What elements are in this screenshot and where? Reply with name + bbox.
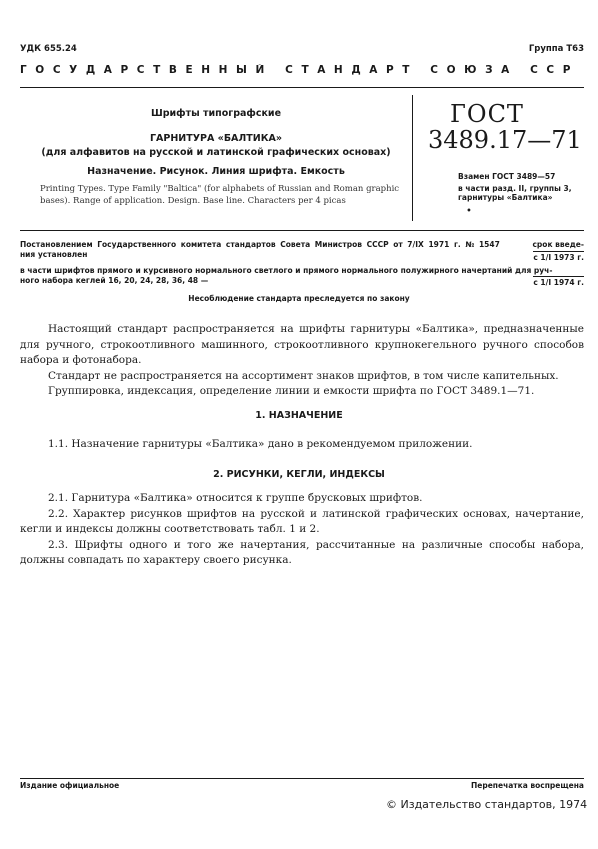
title-divider bbox=[412, 95, 413, 221]
doc-subject: Шрифты типографские bbox=[150, 108, 282, 119]
gost-number: 3489.17—71 bbox=[428, 126, 582, 154]
udk-code: УДК 655.24 bbox=[20, 44, 77, 54]
doc-title-aspects: Назначение. Рисунок. Линия шрифта. Емкость bbox=[87, 166, 345, 177]
english-title-line1: Printing Types. Type Family "Baltica" (for alphabets of Russian and Roman graphic bbox=[40, 184, 400, 194]
gost-label: ГОСТ bbox=[450, 100, 524, 128]
english-title-line2: bases). Range of application. Design. Base line. Characters per 4 picas bbox=[40, 196, 346, 206]
group-code: Группа Т63 bbox=[528, 44, 584, 54]
section-1-title: 1. НАЗНАЧЕНИЕ bbox=[255, 410, 343, 421]
decree-line-4: ного набора кеглей 16, 20, 24, 28, 36, 48 — bbox=[20, 276, 209, 285]
doc-title: ГАРНИТУРА «БАЛТИКА» bbox=[149, 133, 282, 144]
section-2-text bbox=[20, 491, 584, 569]
footer-rule bbox=[20, 778, 584, 779]
intro-paragraph-2: Стандарт не распространяется на ассортимент знаков шрифтов, в том числе капительных. bbox=[48, 369, 559, 382]
replaces-section: в части разд. II, группы 3, bbox=[458, 184, 572, 193]
clause-2-1: 2.1. Гарнитура «Балтика» относится к группе брусковых шрифтов. bbox=[48, 492, 423, 504]
clause-2-3: 2.3. Шрифты одного и того же начертания, рассчитанные на различные способы набора, должны совпадать по характеру своего рисунка. bbox=[20, 538, 584, 566]
clause-1-1: 1.1. Назначение гарнитуры «Балтика» дано в рекомендуемом приложении. bbox=[48, 438, 473, 450]
state-standard-banner: ГОСУДАРСТВЕННЫЙ СТАНДАРТ СОЮЗА ССР bbox=[20, 64, 580, 76]
intro-paragraph-1: Настоящий стандарт распространяется на шрифты гарнитуры «Балтика», предназначенные для ручного, строкоотливного машинного, строкоотливного крупнокегельного ручного способов набора и фотонабора. bbox=[20, 323, 584, 366]
copyright-line bbox=[386, 798, 587, 811]
intro-text bbox=[20, 322, 584, 400]
decree-top-rule bbox=[20, 230, 584, 231]
header-rule bbox=[20, 87, 584, 88]
decree-line-1: Постановлением Государственного комитета стандартов Совета Министров СССР от 7/IX 1971 г. № 1547 bbox=[20, 240, 500, 249]
decree-date-1974: с 1/I 1974 г. bbox=[533, 278, 584, 287]
official-edition: Издание официальное bbox=[20, 781, 120, 790]
copyright-icon: © bbox=[386, 798, 397, 811]
intro-paragraph-3: Группировка, индексация, определение линии и емкости шрифта по ГОСТ 3489.1—71. bbox=[48, 385, 535, 397]
copyright-text: Издательство стандартов, 1974 bbox=[400, 798, 588, 811]
decree-line-2: ния установлен bbox=[20, 250, 88, 259]
section-2-title: 2. РИСУНКИ, КЕГЛИ, ИНДЕКСЫ bbox=[213, 469, 385, 480]
decree-line-3: в части шрифтов прямого и курсивного нормального светлого и прямого нормального полужирного начертаний для руч- bbox=[20, 266, 553, 275]
dot-mark: • bbox=[466, 206, 472, 217]
law-notice: Несоблюдение стандарта преследуется по закону bbox=[188, 294, 410, 303]
english-title bbox=[40, 183, 412, 207]
decree-deadline-label: срок введе- bbox=[532, 240, 584, 249]
decree-date-1973: с 1/I 1973 г. bbox=[533, 253, 584, 262]
replaces-note: Взамен ГОСТ 3489—57 bbox=[458, 172, 556, 181]
section-1-text bbox=[20, 437, 584, 453]
reprint-prohibited: Перепечатка воспрещена bbox=[470, 781, 584, 790]
clause-2-2: 2.2. Характер рисунков шрифтов на русской и латинской графических основах, начертание, кегли и индексы должны соответствовать табл. 1 и 2. bbox=[20, 507, 584, 535]
doc-title-scope: (для алфавитов на русской и латинской графических основах) bbox=[41, 147, 391, 158]
replaces-typeface: гарнитуры «Балтика» bbox=[458, 193, 553, 202]
